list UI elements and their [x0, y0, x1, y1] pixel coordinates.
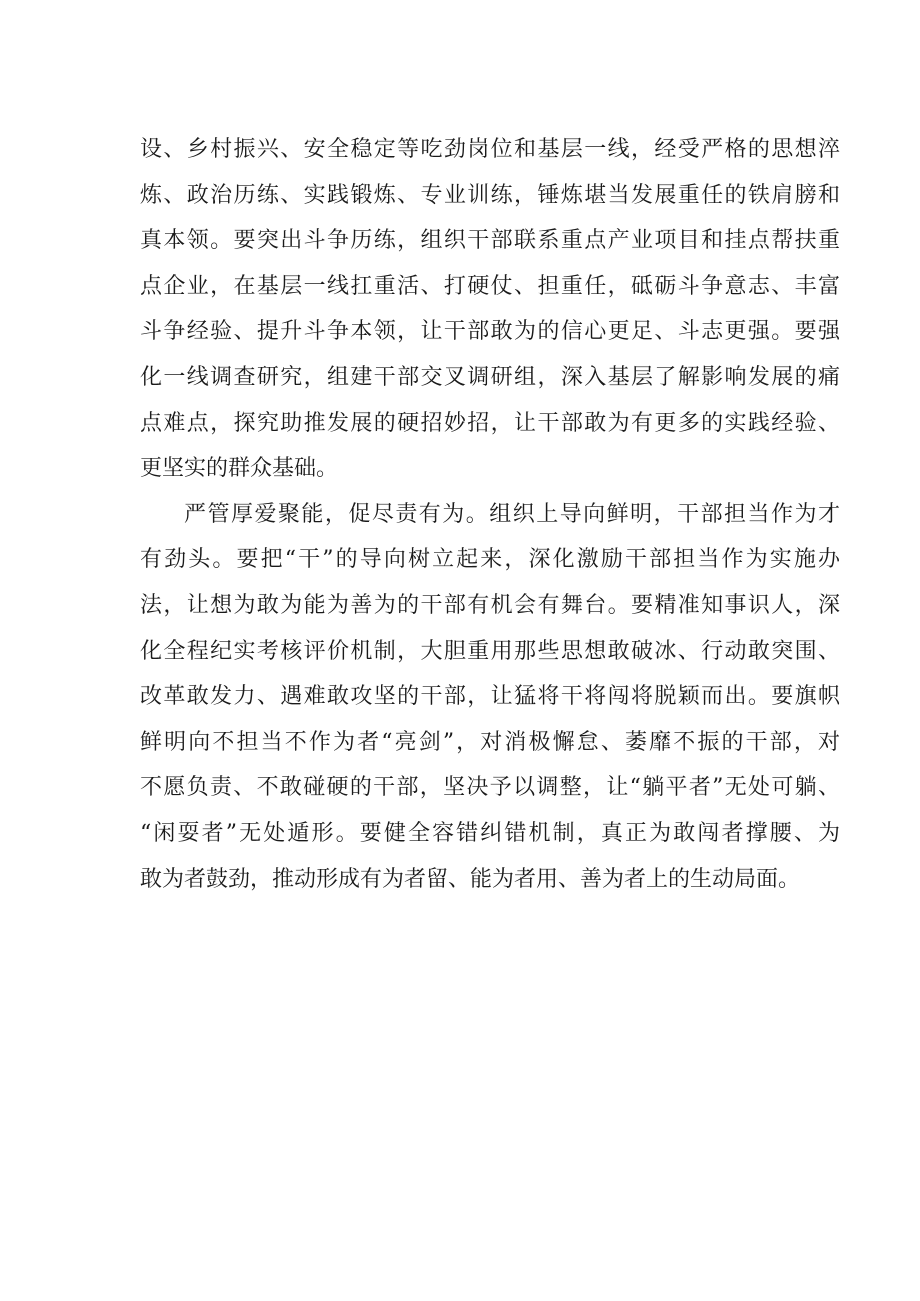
text-line: 不愿负责、不敢碰硬的干部，坚决予以调整，让“躺平者”无处可躺、	[140, 775, 840, 801]
text-line: 法，让想为敢为能为善为的干部有机会有舞台。要精准知事识人，深	[140, 592, 840, 618]
text-line: 化一线调查研究，组建干部交叉调研组，深入基层了解影响发展的痛	[140, 364, 840, 390]
text-line: 点难点，探究助推发展的硬招妙招，让干部敢为有更多的实践经验、	[140, 410, 840, 436]
text-line: 化全程纪实考核评价机制，大胆重用那些思想敢破冰、行动敢突围、	[140, 638, 840, 664]
text-line: 有劲头。要把“干”的导向树立起来，深化激励干部担当作为实施办	[140, 547, 840, 573]
text-line: 设、乡村振兴、安全稳定等吃劲岗位和基层一线，经受严格的思想淬	[140, 137, 840, 162]
text-line: 斗争经验、提升斗争本领，让干部敢为的信心更足、斗志更强。要强	[140, 319, 840, 345]
text-line: 改革敢发力、遇难敢攻坚的干部，让猛将干将闯将脱颖而出。要旗帜	[140, 684, 840, 710]
text-line: “闲耍者”无处遁形。要健全容错纠错机制，真正为敢闯者撑腰、为	[140, 820, 840, 846]
text-line: 鲜明向不担当不作为者“亮剑”，对消极懈怠、萎靡不振的干部，对	[140, 729, 840, 755]
paragraph-first-line: 严管厚爱聚能，促尽责有为。组织上导向鲜明，干部担当作为才	[184, 501, 840, 527]
text-line: 点企业，在基层一线扛重活、打硬仗、担重任，砥砺斗争意志、丰富	[140, 273, 840, 299]
body-text	[140, 127, 840, 902]
text-line: 真本领。要突出斗争历练，组织干部联系重点产业项目和挂点帮扶重	[140, 228, 840, 254]
text-line: 炼、政治历练、实践锻炼、专业训练，锤炼堪当发展重任的铁肩膀和	[140, 182, 840, 208]
text-line: 更坚实的群众基础。	[140, 456, 339, 482]
text-line: 敢为者鼓劲，推动形成有为者留、能为者用、善为者上的生动局面。	[140, 866, 801, 892]
